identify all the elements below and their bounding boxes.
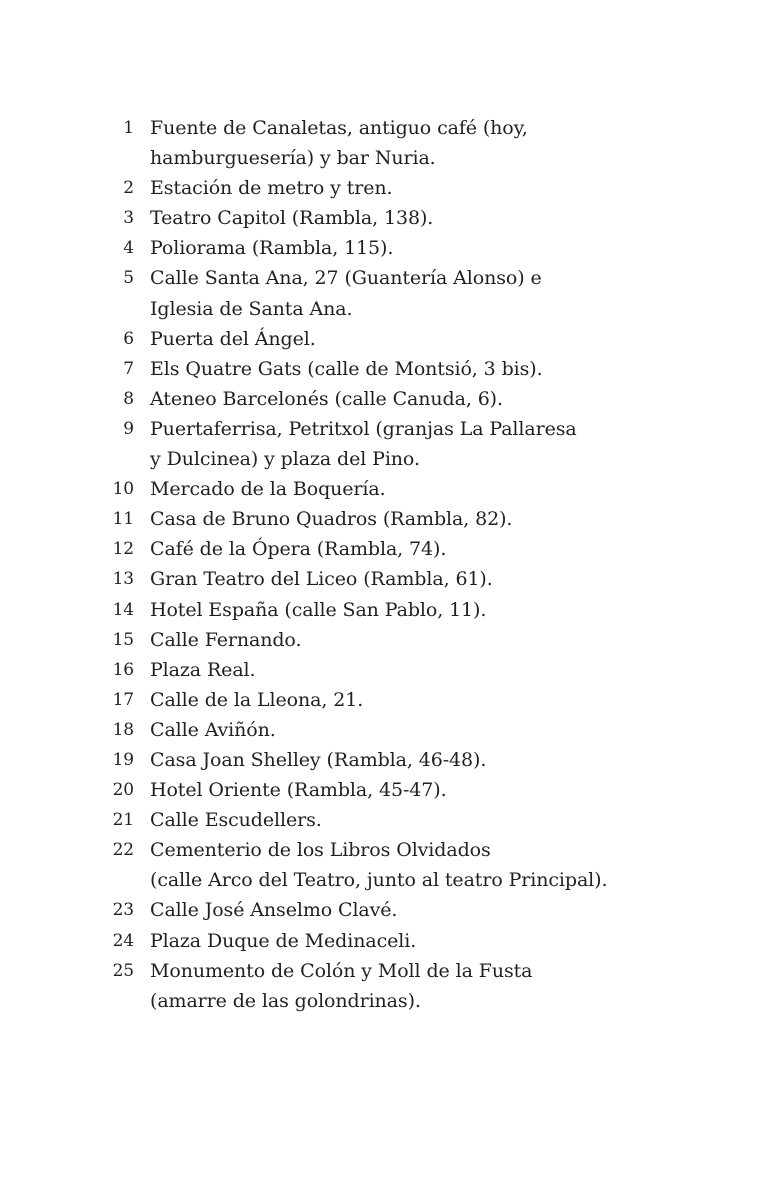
entry-line: Casa Joan Shelley (Rambla, 46-48).	[150, 748, 487, 771]
entry-text	[150, 956, 610, 1016]
entry-text	[150, 895, 610, 925]
list-entry	[0, 233, 769, 263]
entry-number: 3	[123, 208, 134, 229]
entry-text	[150, 564, 610, 594]
entry-text	[150, 354, 610, 384]
entry-text	[150, 595, 610, 625]
entry-line: Iglesia de Santa Ana.	[150, 297, 353, 320]
entry-number: 17	[112, 689, 134, 710]
entry-text	[150, 775, 610, 805]
entry-number: 5	[123, 268, 134, 289]
entry-text	[150, 324, 610, 354]
list-entry	[0, 775, 769, 805]
entry-line: Calle Fernando.	[150, 628, 302, 651]
entry-line: Teatro Capitol (Rambla, 138).	[150, 207, 434, 230]
entry-line: Hotel España (calle San Pablo, 11).	[150, 598, 487, 621]
entry-number: 19	[112, 749, 134, 770]
entry-line: Mercado de la Boquería.	[150, 478, 386, 501]
entry-number: 13	[112, 569, 134, 590]
entry-text	[150, 113, 610, 173]
location-list	[0, 113, 769, 1016]
entry-number: 20	[112, 780, 134, 801]
entry-text	[150, 263, 610, 323]
entry-line: hamburguesería) y bar Nuria.	[150, 147, 436, 170]
entry-line: Fuente de Canaletas, antiguo café (hoy,	[150, 117, 528, 139]
entry-number: 18	[112, 719, 134, 740]
entry-line: Calle Santa Ana, 27 (Guantería Alonso) e	[150, 267, 542, 290]
entry-number: 15	[112, 629, 134, 650]
entry-line: Casa de Bruno Quadros (Rambla, 82).	[150, 508, 513, 531]
entry-number: 8	[123, 388, 134, 409]
entry-number: 14	[112, 599, 134, 620]
list-entry	[0, 595, 769, 625]
entry-line: Puerta del Ángel.	[150, 327, 316, 350]
entry-number: 21	[112, 810, 134, 831]
entry-text	[150, 474, 610, 504]
entry-line: (amarre de las golondrinas).	[150, 989, 421, 1012]
entry-text	[150, 805, 610, 835]
list-entry	[0, 625, 769, 655]
entry-line: Gran Teatro del Liceo (Rambla, 61).	[150, 568, 493, 591]
entry-line: (calle Arco del Teatro, junto al teatro Principal).	[150, 869, 608, 892]
list-entry	[0, 956, 769, 1016]
list-entry	[0, 926, 769, 956]
list-entry	[0, 835, 769, 895]
list-entry	[0, 895, 769, 925]
entry-number: 12	[112, 539, 134, 560]
entry-text	[150, 685, 610, 715]
entry-number: 22	[112, 840, 134, 861]
entry-line: Ateneo Barcelonés (calle Canuda, 6).	[150, 387, 503, 410]
list-entry	[0, 203, 769, 233]
entry-line: Els Quatre Gats (calle de Montsió, 3 bis).	[150, 357, 543, 380]
entry-number: 25	[112, 960, 134, 981]
entry-text	[150, 625, 610, 655]
list-entry	[0, 534, 769, 564]
list-entry	[0, 414, 769, 474]
list-entry	[0, 324, 769, 354]
entry-line: Cementerio de los Libros Olvidados	[150, 839, 491, 862]
entry-text	[150, 534, 610, 564]
entry-number: 9	[123, 418, 134, 439]
entry-number: 1	[123, 118, 134, 138]
list-entry	[0, 354, 769, 384]
entry-text	[150, 504, 610, 534]
entry-number: 16	[112, 659, 134, 680]
entry-text	[150, 414, 610, 474]
list-entry	[0, 474, 769, 504]
entry-number: 23	[112, 900, 134, 921]
entry-text	[150, 384, 610, 414]
list-entry	[0, 685, 769, 715]
list-entry	[0, 745, 769, 775]
entry-text	[150, 203, 610, 233]
entry-number: 24	[112, 930, 134, 951]
entry-text	[150, 926, 610, 956]
list-entry	[0, 715, 769, 745]
entry-number: 4	[123, 238, 134, 259]
entry-line: Puertaferrisa, Petritxol (granjas La Pallaresa	[150, 417, 577, 440]
entry-number: 2	[123, 178, 134, 199]
list-entry	[0, 384, 769, 414]
entry-line: Plaza Real.	[150, 658, 256, 681]
list-entry	[0, 564, 769, 594]
entry-text	[150, 233, 610, 263]
list-entry	[0, 113, 769, 173]
entry-line: Poliorama (Rambla, 115).	[150, 237, 394, 260]
entry-line: Hotel Oriente (Rambla, 45-47).	[150, 779, 447, 802]
entry-number: 7	[123, 358, 134, 379]
list-entry	[0, 805, 769, 835]
entry-line: Calle José Anselmo Clavé.	[150, 899, 398, 922]
entry-text	[150, 835, 610, 895]
entry-line: Café de la Ópera (Rambla, 74).	[150, 538, 447, 561]
entry-line: Estación de metro y tren.	[150, 177, 393, 200]
entry-text	[150, 745, 610, 775]
entry-line: Calle Escudellers.	[150, 809, 322, 832]
list-entry	[0, 504, 769, 534]
list-entry	[0, 655, 769, 685]
entry-line: Plaza Duque de Medinaceli.	[150, 929, 417, 952]
entry-text	[150, 655, 610, 685]
entry-number: 6	[123, 328, 134, 349]
entry-line: Monumento de Colón y Moll de la Fusta	[150, 959, 533, 982]
entry-line: Calle de la Lleona, 21.	[150, 688, 364, 711]
entry-line: y Dulcinea) y plaza del Pino.	[150, 448, 420, 471]
entry-number: 11	[112, 509, 134, 530]
list-entry	[0, 263, 769, 323]
entry-line: Calle Aviñón.	[150, 718, 276, 741]
entry-text	[150, 173, 610, 203]
list-entry	[0, 173, 769, 203]
entry-text	[150, 715, 610, 745]
entry-number: 10	[112, 479, 134, 500]
